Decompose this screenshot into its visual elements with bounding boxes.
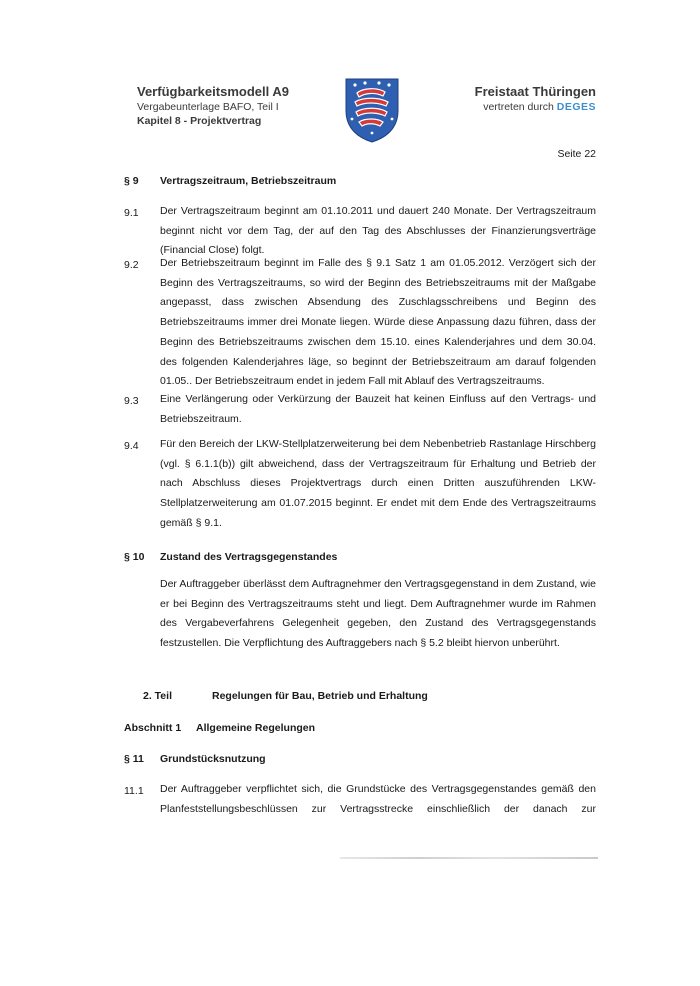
section-10-number: § 10 [124,551,145,563]
agency-name: DEGES [556,101,596,113]
part-2-number: 2. Teil [143,690,172,702]
subsection-1-title: Allgemeine Regelungen [196,722,316,734]
clause-9-3-text: Eine Verlängerung oder Verkürzung der Bauzeit hat keinen Einfluss auf den Vertrags- und Betriebszeitraum. [160,393,596,425]
project-title: Verfügbarkeitsmodell A9 [137,84,289,99]
clause-9-4-number: 9.4 [124,440,139,452]
section-10-text: Der Auftraggeber überlässt dem Auftragnehmer den Vertragsgegenstand in dem Zustand, wie er bei Beginn des Vertragszeitraums steht und liegt. Dem Auftragnehmer wurde im Rahmen des Vergabeverfahrens Gelegenheit gegeben, den Zustand des Vertragsgegenstands festzustellen. Die Verpflichtung des Auftraggebers nach § 5.2 bleibt hiervon unberührt. [160,578,596,650]
document-header-right [475,84,596,114]
scan-artifact-line [340,857,598,859]
document-subtitle: Vergabeunterlage BAFO, Teil I [137,101,279,113]
subsection-1-number: Abschnitt 1 [124,722,182,734]
section-11-title: Grundstücksnutzung [160,753,266,765]
represented-by-label: vertreten durch [483,101,554,113]
clause-9-1-text: Der Vertragszeitraum beginnt am 01.10.2011 und dauert 240 Monate. Der Vertragszeitraum beginnt nicht vor dem Tag, der auf den Tag des Abschlusses der Finanzierungsverträge (Financial Close) folgt. [160,205,596,257]
clause-11-1-number: 11.1 [124,785,144,797]
document-header-left [137,84,289,128]
clause-9-2-text: Der Betriebszeitraum beginnt im Falle des § 9.1 Satz 1 am 01.05.2012. Verzögert sich der Beginn des Vertragszeitraums, so wird der Beginn des Betriebszeitraums mit der Maßgabe angepasst, dass zwischen Absendung des Zuschlagsschreibens und Beginn des Betriebszeitraums immer drei Monate liegen. Würde diese Anpassung dazu führen, dass der Beginn des Betriebszeitraums zwischen dem 15.10. eines Kalenderjahres und dem 30.04. des folgenden Kalenderjahres läge, so beginnt der Betriebszeitraum am darauf folgenden 01.05.. Der Betriebszeitraum endet in jedem Fall mit Ablauf des Vertragszeitraums. [160,257,596,388]
state-name: Freistaat Thüringen [474,84,596,99]
coat-of-arms-icon [343,75,401,143]
section-11-number: § 11 [124,753,144,765]
clause-9-4-text: Für den Bereich der LKW-Stellplatzerweiterung bei dem Nebenbetrieb Rastanlage Hirschberg (vgl. § 6.1.1(b)) gilt abweichend, dass der Vertragszeitraum für Erhaltung und Betrieb der nach Abschluss dieses Projektvertrags durch einen Dritten auszuführenden LKW-Stellplatzerweiterung am 01.07.2015 beginnt. Er endet mit dem Ende des Vertragszeitraums gemäß § 9.1. [160,438,596,529]
chapter-label: Kapitel 8 - Projektvertrag [137,115,262,127]
represented-by [475,100,596,114]
clause-9-1-number: 9.1 [124,207,139,219]
clause-9-3-number: 9.3 [124,395,139,407]
section-9-number: § 9 [124,175,139,187]
section-10-title: Zustand des Vertragsgegenstandes [160,551,338,563]
part-2-title: Regelungen für Bau, Betrieb und Erhaltung [212,690,428,702]
clause-11-1-text: Der Auftraggeber verpflichtet sich, die Grundstücke des Vertragsgegenstandes gemäß den Planfeststellungsbeschlüssen zur Vertragsstrecke einschließlich der danach zur [160,783,596,815]
section-9-title: Vertragszeitraum, Betriebszeitraum [160,175,337,187]
clause-9-2-number: 9.2 [124,259,139,271]
page-number: Seite 22 [557,148,596,160]
